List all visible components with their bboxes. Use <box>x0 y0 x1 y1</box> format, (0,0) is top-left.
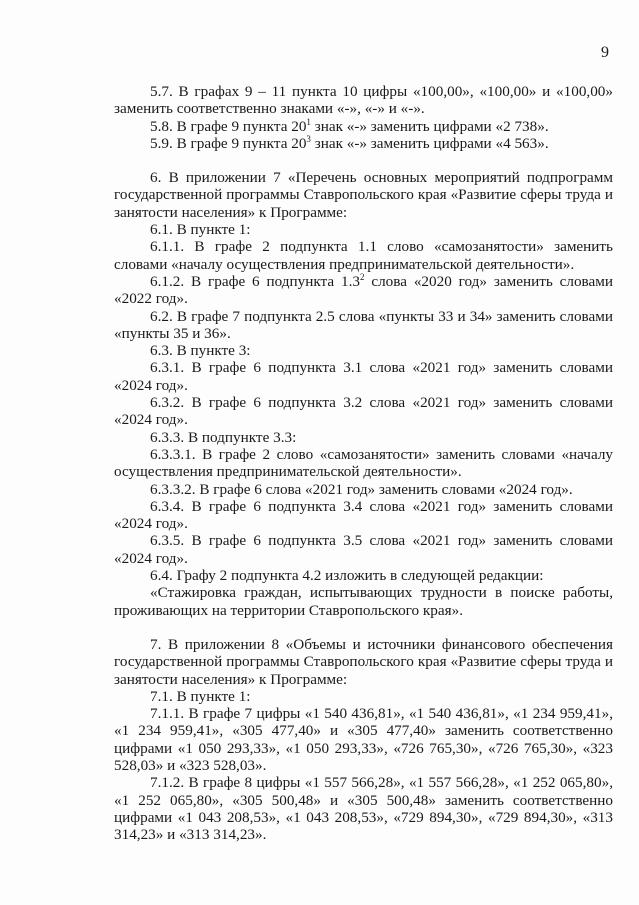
paragraph <box>114 135 613 152</box>
paragraph-text: 6.4. Графу 2 подпункта 4.2 изложить в следующей редакции: <box>150 567 544 585</box>
paragraph-text: «Стажировка граждан, испытывающих трудности в поиске работы, проживающих на территории Ставропольского края». <box>114 584 613 619</box>
paragraph <box>114 83 613 118</box>
paragraph <box>114 308 613 343</box>
paragraph-text: 6.1. В пункте 1: <box>150 221 251 239</box>
paragraph <box>114 481 613 498</box>
paragraph <box>114 394 613 429</box>
paragraph-text: 7. В приложении 8 «Объемы и источники финансового обеспечения государственной программы Ставропольского края «Развитие сферы труда и занятости населения» к Программе: <box>114 635 613 688</box>
paragraph <box>114 636 613 688</box>
paragraph <box>114 705 613 774</box>
paragraph-text: слова «2020 год» заменить словами «2022 год». <box>114 272 613 308</box>
page-number: 9 <box>601 44 609 61</box>
paragraph-gap <box>114 619 613 636</box>
paragraph <box>114 238 613 273</box>
paragraph-text: знак «-» заменить цифрами «2 738». <box>310 117 549 135</box>
document-body <box>114 83 613 843</box>
superscript: 2 <box>359 271 365 282</box>
paragraph <box>114 532 613 567</box>
paragraph <box>114 359 613 394</box>
paragraph-text: 6.3.3.1. В графе 2 слово «самозанятости» заменить словами «началу осуществления предпринимательской деятельности». <box>114 445 613 481</box>
paragraph-text: 6.3.3. В подпункте 3.3: <box>150 428 297 446</box>
paragraph-text: 5.7. В графах 9 – 11 пункта 10 цифры «100,00», «100,00» и «100,00» заменить соответственно знаками «-», «-» и «-». <box>114 83 613 118</box>
superscript: 3 <box>306 133 311 144</box>
paragraph <box>114 567 613 584</box>
paragraph-text: 5.8. В графе 9 пункта 20 <box>150 117 307 135</box>
paragraph-gap <box>114 152 613 169</box>
paragraph-text: 6.3.3.2. В графе 6 слова «2021 год» заменить словами «2024 год». <box>150 480 573 498</box>
paragraph-text: 7.1.2. В графе 8 цифры «1 557 566,28», «1 557 566,28», «1 252 065,80», «1 252 065,80», «305 500,48» и «305 500,48» заменить соответственно цифрами «1 043 208,53», «1 043 208,53», «729 894,30», «729 894,30», «313 314,23» и «313 314,23». <box>114 774 613 844</box>
paragraph-text: 6.1.1. В графе 2 подпункта 1.1 слово «самозанятости» заменить словами «началу осуществления предпринимательской деятельности». <box>114 238 613 273</box>
paragraph <box>114 584 613 619</box>
paragraph <box>114 221 613 238</box>
superscript: 1 <box>306 116 311 127</box>
paragraph-text: 6.2. В графе 7 подпункта 2.5 слова «пункты 33 и 34» заменить словами «пункты 35 и 36». <box>114 307 613 342</box>
paragraph <box>114 688 613 705</box>
paragraph <box>114 429 613 446</box>
paragraph-text: 7.1. В пункте 1: <box>150 687 251 705</box>
paragraph-text: 6.3. В пункте 3: <box>150 342 251 360</box>
paragraph-text: 6.1.2. В графе 6 подпункта 1.3 <box>150 272 360 290</box>
paragraph-text: 7.1.1. В графе 7 цифры «1 540 436,81», «1 540 436,81», «1 234 959,41», «1 234 959,41», «305 477,40» и «305 477,40» заменить соответственно цифрами «1 050 293,33», «1 050 293,33», «726 765,30», «726 765,30», «323 528,03» и «323 528,03». <box>114 705 613 774</box>
paragraph <box>114 498 613 533</box>
paragraph-text: 6.3.2. В графе 6 подпункта 3.2 слова «2021 год» заменить словами «2024 год». <box>114 394 613 429</box>
paragraph <box>114 774 613 843</box>
paragraph <box>114 446 613 481</box>
paragraph-text: 5.9. В графе 9 пункта 20 <box>150 134 307 152</box>
paragraph-text: 6. В приложении 7 «Перечень основных мероприятий подпрограмм государственной программы Ставропольского края «Развитие сферы труда и занятости населения» к Программе: <box>114 169 613 221</box>
paragraph-text: 6.3.5. В графе 6 подпункта 3.5 слова «2021 год» заменить словами «2024 год». <box>114 532 613 567</box>
paragraph <box>114 169 613 221</box>
paragraph <box>114 273 613 308</box>
paragraph <box>114 118 613 135</box>
paragraph <box>114 342 613 359</box>
paragraph-text: знак «-» заменить цифрами «4 563». <box>310 134 549 152</box>
paragraph-text: 6.3.1. В графе 6 подпункта 3.1 слова «2021 год» заменить словами «2024 год». <box>114 359 613 394</box>
paragraph-text: 6.3.4. В графе 6 подпункта 3.4 слова «2021 год» заменить словами «2024 год». <box>114 497 613 533</box>
